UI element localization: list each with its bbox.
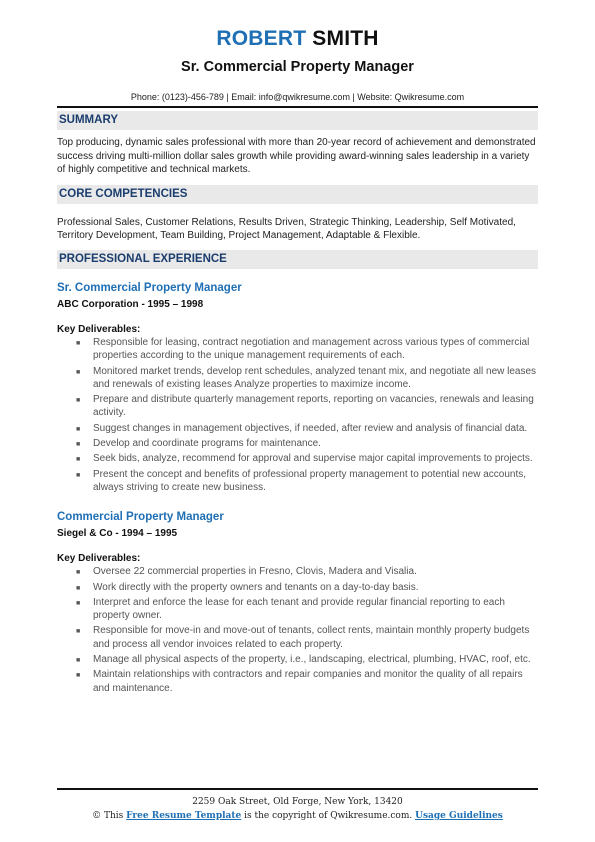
- competencies-text: Professional Sales, Customer Relations, Results Driven, Strategic Thinking, Leadership, Self Motivated, Territory Development, Team Building, Project Management, Adaptable & Flexible.: [57, 216, 516, 242]
- list-item: ■ Oversee 22 commercial properties in Fresno, Clovis, Madera and Visalia.: [57, 565, 538, 578]
- copyright-prefix: © This: [92, 811, 127, 821]
- bullet-icon: ■: [76, 471, 81, 479]
- list-item: ■ Maintain relationships with contractors and repair companies and monitor the quality of all repairs and maintenance.: [76, 669, 523, 694]
- job-entry: [57, 510, 538, 695]
- footer-address: 2259 Oak Street, Old Forge, New York, 13420: [192, 797, 403, 807]
- usage-guidelines-link[interactable]: Usage Guidelines: [415, 811, 503, 821]
- bullet-icon: ■: [76, 441, 81, 449]
- summary-text: Top producing, dynamic sales professional with more than 20-year record of achievement and demonstrated success driving multi-million dollar sales growth while providing award-winning sales leadership in a variety of highly competitive and technical markets.: [57, 137, 536, 176]
- list-item: ■ Manage all physical aspects of the property, i.e., landscaping, electrical, plumbing, HVAC, roof, etc.: [57, 653, 538, 666]
- bullet-icon: ■: [76, 339, 81, 347]
- job-entry-title: Commercial Property Manager: [57, 511, 224, 524]
- candidate-name: [57, 27, 538, 51]
- footer-divider: [57, 788, 538, 790]
- bullet-icon: ■: [76, 425, 81, 433]
- bullet-icon: ■: [76, 628, 81, 636]
- list-item: ■ Present the concept and benefits of professional property management to potential new accounts, always striving to create new business.: [76, 468, 527, 493]
- bullet-icon: ■: [76, 368, 81, 376]
- job-entry: [57, 281, 538, 494]
- list-item: ■ Work directly with the property owners and tenants on a day-to-day basis.: [57, 581, 538, 594]
- job-entry-title: Sr. Commercial Property Manager: [57, 281, 242, 294]
- bullet-icon: ■: [76, 599, 81, 607]
- job-entry-company: ABC Corporation - 1995 – 1998: [57, 298, 204, 310]
- header-divider: [57, 106, 538, 108]
- experience-heading: PROFESSIONAL EXPERIENCE: [57, 250, 538, 269]
- list-item: ■ Seek bids, analyze, recommend for approval and supervise major capital improvements to projects.: [57, 452, 538, 465]
- bullet-icon: ■: [76, 584, 81, 592]
- competencies-heading: CORE COMPETENCIES: [57, 185, 538, 204]
- list-item: ■ Monitored market trends, develop rent schedules, analyzed tenant mix, and negotiate all new leases and renewals of existing leases Analyze properties to maximize income.: [76, 365, 537, 390]
- list-item: ■ Interpret and enforce the lease for each tenant and provide regular financial reporting to each property owner.: [76, 596, 505, 622]
- contact-line: Phone: (0123)-456-789 | Email: info@qwikresume.com | Website: Qwikresume.com: [130, 92, 465, 102]
- bullet-icon: ■: [76, 456, 81, 464]
- first-name: ROBERT: [216, 27, 307, 50]
- bullet-icon: ■: [76, 672, 81, 680]
- copyright-middle: is the copyright of Qwikresume.com.: [241, 811, 416, 821]
- deliverables-list: [57, 565, 538, 695]
- list-item: ■ Prepare and distribute quarterly management reports, reporting on vacancies, renewals and leasing activity.: [76, 394, 534, 419]
- list-item: ■ Responsible for move-in and move-out of tenants, collect rents, maintain monthly property budgets and process all vendor invoices related to each property.: [76, 625, 530, 650]
- bullet-icon: ■: [76, 397, 81, 405]
- footer-copyright: [0, 811, 595, 821]
- bullet-icon: ■: [76, 657, 81, 665]
- list-item: ■ Responsible for leasing, contract negotiation and management across various types of commercial properties according to the unique management requirements of each.: [76, 336, 530, 362]
- free-resume-template-link[interactable]: Free Resume Template: [126, 811, 242, 821]
- job-title: Sr. Commercial Property Manager: [181, 59, 414, 75]
- last-name: SMITH: [312, 27, 379, 50]
- deliverables-label: Key Deliverables:: [57, 553, 141, 565]
- deliverables-label: Key Deliverables:: [57, 323, 141, 335]
- bullet-icon: ■: [76, 569, 81, 577]
- deliverables-list: [57, 336, 538, 494]
- resume-page: [57, 0, 538, 697]
- list-item: ■ Suggest changes in management objectives, if needed, after review and analysis of financial data.: [57, 422, 538, 435]
- summary-heading: SUMMARY: [57, 111, 538, 130]
- job-entry-company: Siegel & Co - 1994 – 1995: [57, 528, 178, 540]
- list-item: ■ Develop and coordinate programs for maintenance.: [57, 437, 538, 450]
